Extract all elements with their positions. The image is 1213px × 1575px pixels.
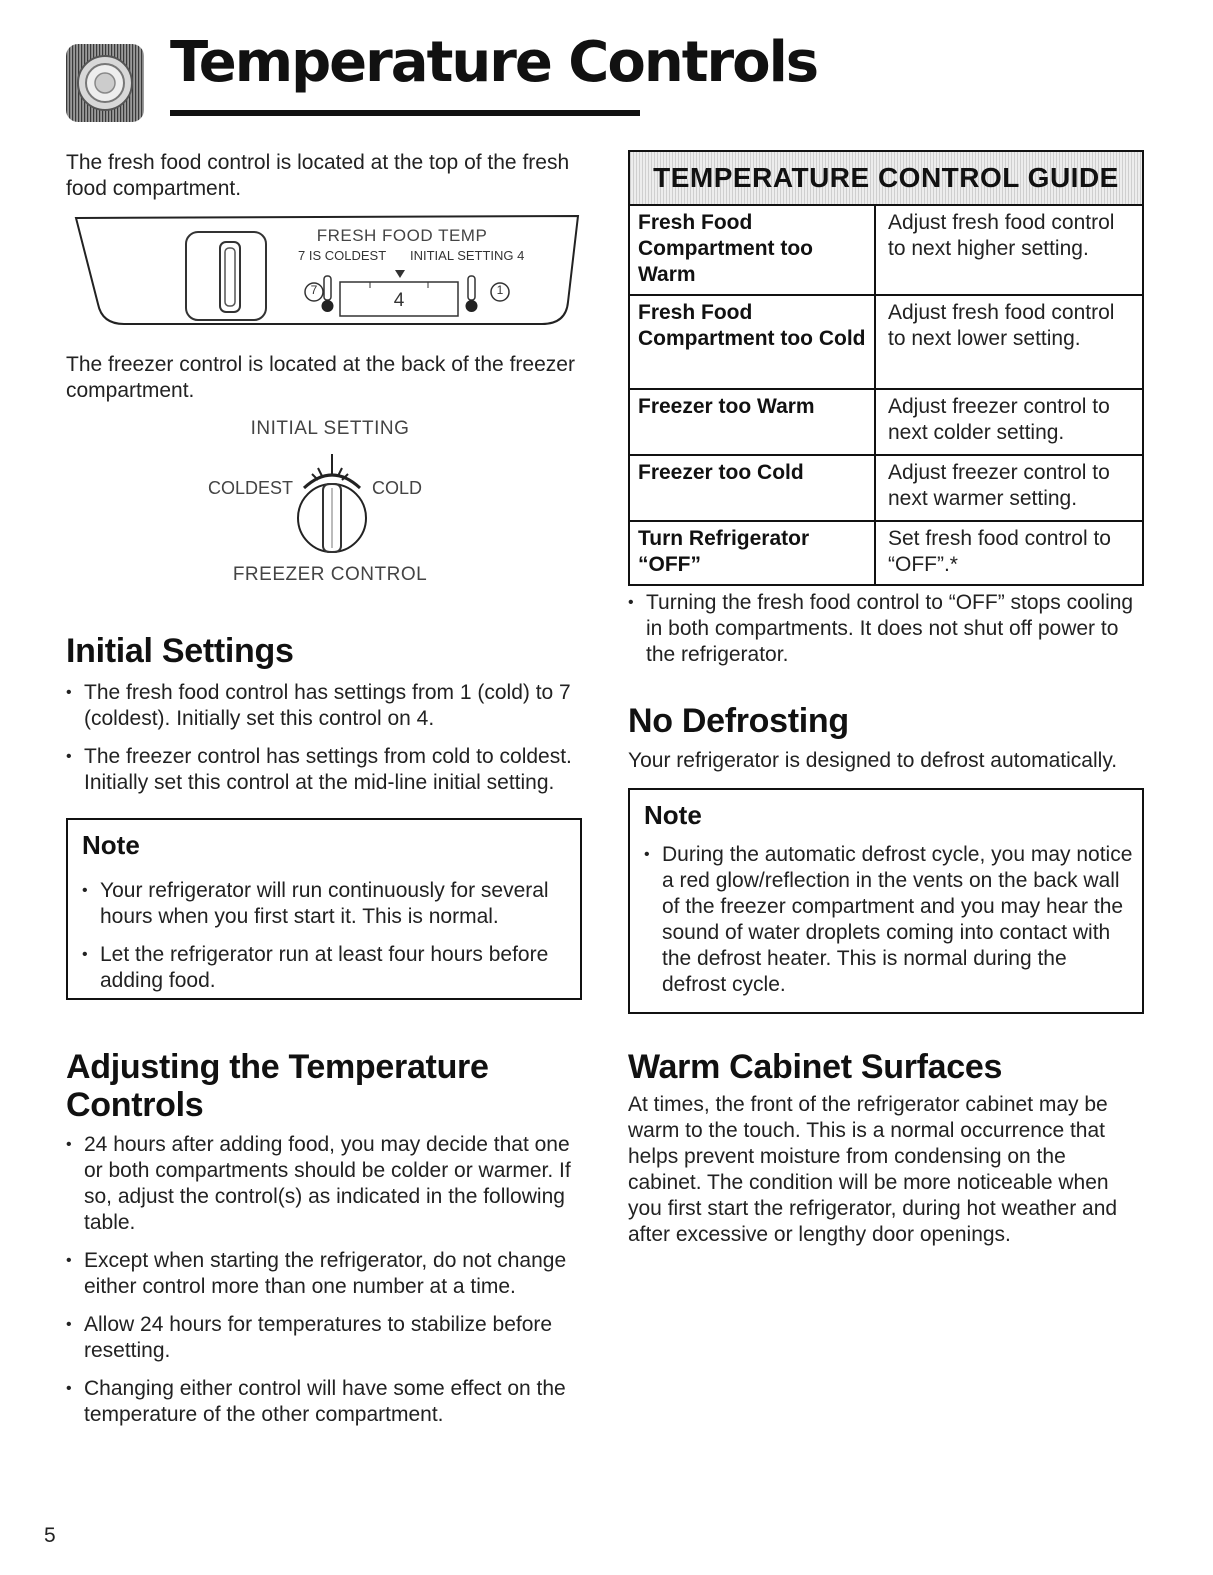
condition-cell: Freezer too Cold: [630, 456, 876, 520]
no-defrosting-text: Your refrigerator is designed to defrost automatically.: [628, 749, 1118, 772]
fresh-food-control-diagram: [72, 212, 582, 332]
guide-footnote: [628, 590, 1144, 668]
table-row: [630, 296, 1142, 390]
initial-settings-heading: Initial Settings: [66, 632, 294, 670]
freezer-initial-label: INITIAL SETTING: [250, 418, 410, 439]
dial-value: 4: [393, 290, 405, 311]
action-cell: Adjust fresh food control to next higher setting.: [888, 211, 1115, 260]
condition-cell: Fresh Food Compartment too Warm: [630, 206, 876, 294]
table-row: [630, 456, 1142, 522]
table-row: [630, 206, 1142, 296]
freezer-control-diagram: [190, 414, 470, 594]
warm-cabinet-heading: Warm Cabinet Surfaces: [628, 1048, 1003, 1086]
thermostat-dial-icon: [66, 44, 144, 122]
freezer-control-intro: The freezer control is located at the back of the freezer compartment.: [66, 353, 575, 402]
list-item: • Turning the fresh food control to “OFF” stops cooling in both compartments. It does not shut off power to the refrigerator.: [628, 590, 1144, 668]
note-box: [66, 818, 582, 1000]
temperature-control-guide-table: [628, 150, 1144, 586]
coldest-label: COLDEST: [208, 478, 294, 498]
initial-settings-list: [66, 680, 586, 796]
initial-setting-label: INITIAL SETTING 4: [410, 248, 525, 263]
table-row: [630, 390, 1142, 456]
title-underline: [170, 110, 640, 116]
note-title: Note: [644, 800, 702, 830]
list-item: • Changing either control will have some effect on the temperature of the other compartment.: [66, 1376, 586, 1428]
note-box: [628, 788, 1144, 1014]
warm-cabinet-text: At times, the front of the refrigerator cabinet may be warm to the touch. This is a normal occurrence that helps prevent moisture from condensing on the cabinet. The condition will be more noticeable when you first start the refrigerator, during hot weather and after excessive or lengthy door openings.: [628, 1093, 1118, 1246]
list-item: • 24 hours after adding food, you may decide that one or both compartments should be colder or warmer. If so, adjust the control(s) as indicated in the following table.: [66, 1132, 586, 1236]
cold-label: COLD: [372, 478, 423, 498]
fresh-control-intro: The fresh food control is located at the top of the fresh food compartment.: [66, 151, 570, 200]
action-cell: Adjust freezer control to next colder setting.: [888, 395, 1110, 444]
list-item: • Your refrigerator will run continuously for several hours when you first start it. This is normal.: [82, 878, 562, 930]
no-defrosting-heading: No Defrosting: [628, 702, 849, 740]
coldest-label: 7 IS COLDEST: [298, 248, 387, 263]
list-item: • Allow 24 hours for temperatures to stabilize before resetting.: [66, 1312, 586, 1364]
adjusting-heading: Adjusting the Temperature Controls: [66, 1048, 489, 1124]
table-row: [630, 522, 1142, 584]
knob-cold: 1: [496, 283, 504, 297]
knob-coldest: 7: [310, 283, 318, 297]
list-item: • Except when starting the refrigerator, do not change either control more than one number at a time.: [66, 1248, 586, 1300]
guide-title: TEMPERATURE CONTROL GUIDE: [630, 152, 1142, 206]
action-cell: Adjust freezer control to next warmer setting.: [888, 461, 1110, 510]
freezer-control-caption: FREEZER CONTROL: [232, 564, 428, 585]
condition-cell: Fresh Food Compartment too Cold: [630, 296, 876, 388]
page-number: 5: [44, 1524, 56, 1547]
action-cell: Adjust fresh food control to next lower setting.: [888, 301, 1115, 350]
note-list: [644, 842, 1134, 998]
fresh-panel-title: FRESH FOOD TEMP: [316, 226, 488, 245]
list-item: • The fresh food control has settings from 1 (cold) to 7 (coldest). Initially set this control on 4.: [66, 680, 586, 732]
note-list: [82, 878, 562, 994]
condition-cell: Turn Refrigerator “OFF”: [630, 522, 876, 584]
list-item: • The freezer control has settings from cold to coldest. Initially set this control at the mid-line initial setting.: [66, 744, 586, 796]
list-item: • Let the refrigerator run at least four hours before adding food.: [82, 942, 562, 994]
page-title: Temperature Controls: [170, 30, 818, 95]
action-cell: Set fresh food control to “OFF”.*: [888, 527, 1111, 576]
note-title: Note: [82, 830, 140, 860]
adjusting-list: [66, 1132, 586, 1428]
condition-cell: Freezer too Warm: [630, 390, 876, 454]
list-item: • During the automatic defrost cycle, you may notice a red glow/reflection in the vents on the back wall of the freezer compartment and you may hear the sound of water droplets coming into contact with the defrost heater. This is normal during the defrost cycle.: [644, 842, 1134, 998]
